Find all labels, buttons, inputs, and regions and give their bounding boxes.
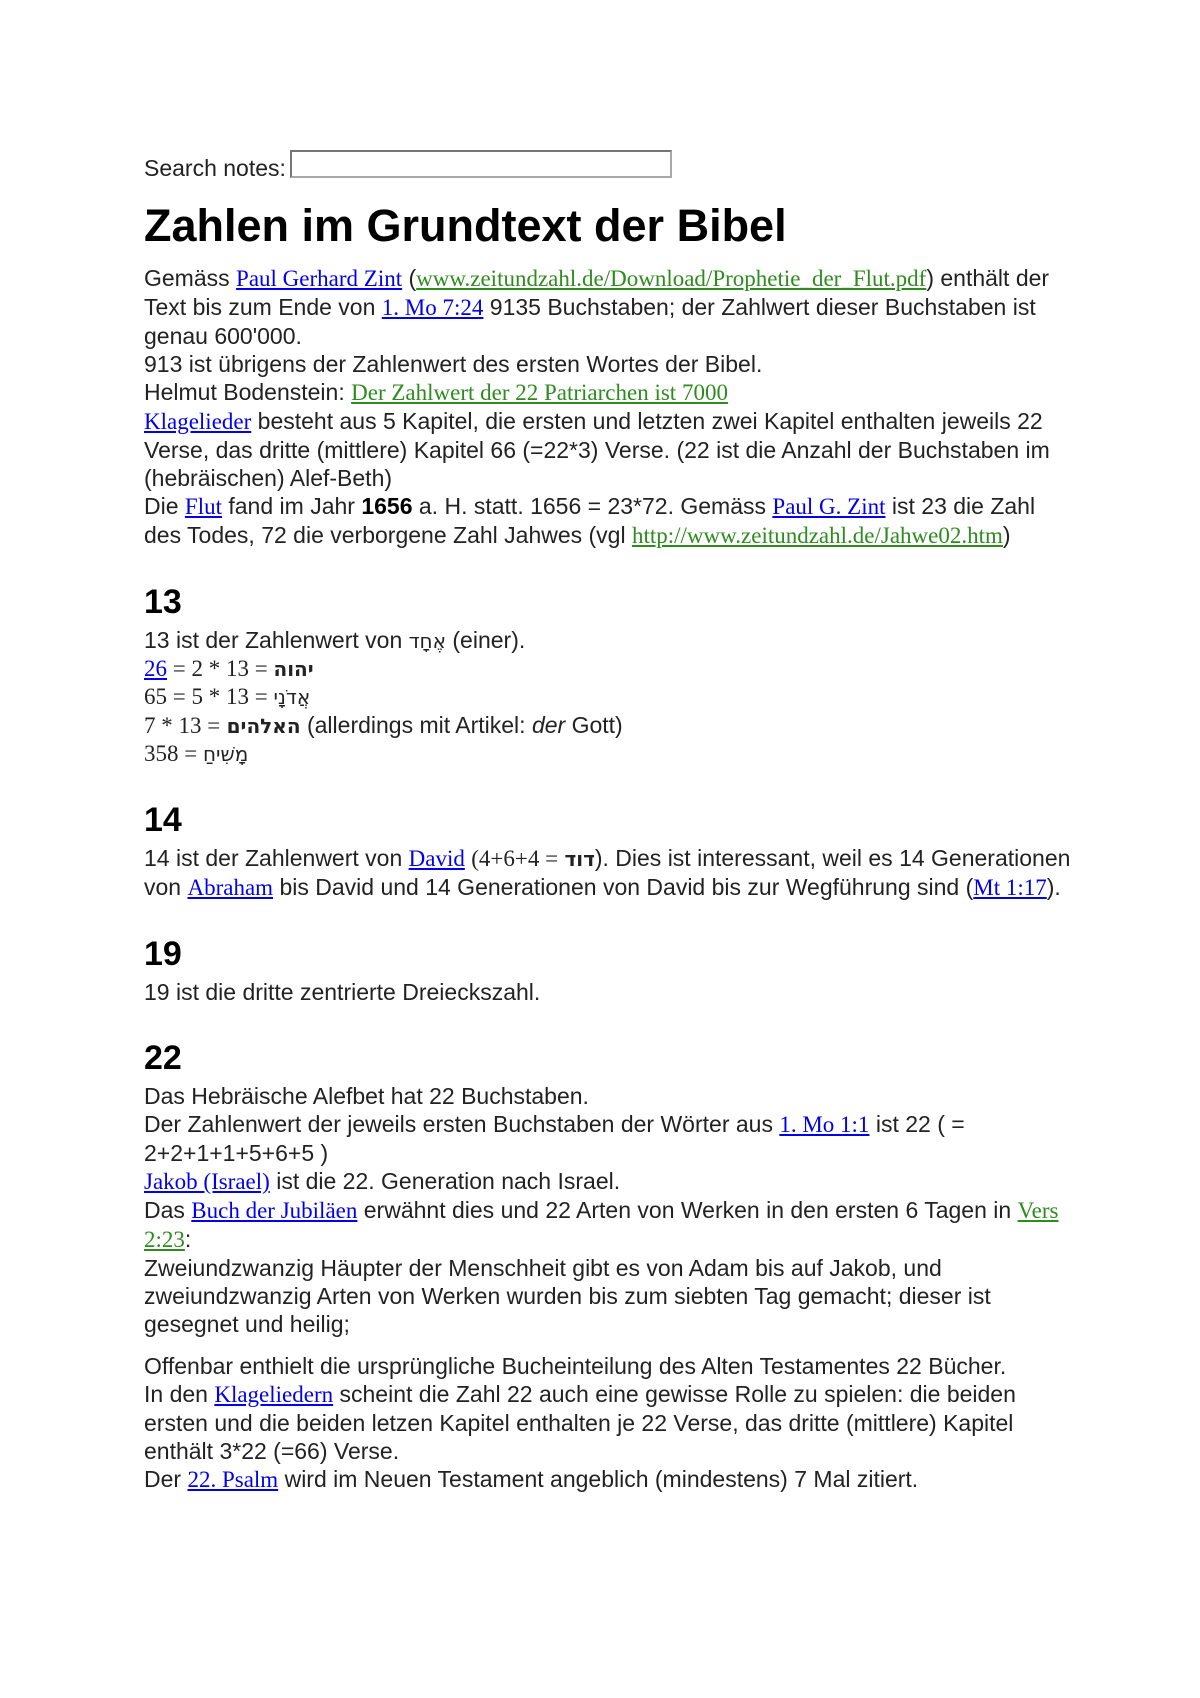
section-heading-13: 13: [144, 583, 182, 621]
text: a. H. statt. 1656 = 23*72. Gemäss: [418, 493, 767, 519]
s13-line-1: [144, 626, 1074, 655]
hebrew-word: יהוה: [273, 657, 314, 681]
link-patriarchen[interactable]: Der Zahlwert der 22 Patriarchen ist 7000: [351, 380, 728, 405]
section-heading-22: 22: [144, 1039, 182, 1077]
section-13: [144, 626, 1074, 768]
section-heading-14: 14: [144, 801, 182, 839]
text: fand im Jahr: [228, 493, 355, 519]
intro-section: [144, 264, 1074, 550]
search-bar: [144, 138, 1074, 182]
text: ist 23 die Zahl des Todes, 72 die verborgene Zahl Jahwes (vgl: [144, 493, 1036, 548]
helmut-line: [144, 378, 1074, 407]
link-paul-g-zint[interactable]: Paul G. Zint: [772, 494, 886, 519]
s22-line-3: [144, 1167, 1074, 1196]
text: bis David und 14 Generationen von David bis zur Wegführung sind (: [279, 874, 974, 900]
text: besteht aus 5 Kapitel, die ersten und letzten zwei Kapitel enthalten jeweils 22 Verse, das dritte (mittlere) Kapitel 66 (=22*3) Verse. (22 ist die Anzahl der Buchstaben im (hebräischen) Alef-Beth): [144, 408, 1050, 491]
text: 14 ist der Zahlenwert von: [144, 845, 403, 871]
text: In den: [144, 1381, 208, 1407]
s22-line-4: [144, 1196, 1074, 1254]
text: Der Zahlenwert der jeweils ersten Buchstaben der Wörter aus: [144, 1111, 773, 1137]
search-input[interactable]: [290, 150, 672, 178]
link-26[interactable]: 26: [144, 656, 167, 681]
link-jakob-israel[interactable]: Jakob (Israel): [144, 1169, 270, 1194]
s14-paragraph: [144, 844, 1074, 902]
s22-paragraph-2: Offenbar enthielt die ursprüngliche Bucheinteilung des Alten Testamentes 22 Bücher.: [144, 1353, 1007, 1379]
link-flut[interactable]: Flut: [184, 494, 222, 519]
s19-text: 19 ist die dritte zentrierte Dreieckszahl.: [144, 979, 541, 1005]
hebrew-word: מָשִׁיחַ: [202, 742, 249, 766]
link-1-mo-7-24[interactable]: 1. Mo 7:24: [381, 295, 484, 320]
s13-line-4: [144, 711, 1074, 740]
link-abraham[interactable]: Abraham: [187, 875, 274, 900]
text: Das: [144, 1197, 185, 1223]
text: :: [184, 1226, 192, 1252]
text: wird im Neuen Testament angeblich (mindestens) 7 Mal zitiert.: [284, 1466, 919, 1492]
line-913: 913 ist übrigens der Zahlenwert des ersten Wortes der Bibel.: [144, 351, 763, 377]
hebrew-word: דוד: [564, 847, 595, 871]
text: ) enthält der Text bis zum Ende von: [144, 265, 1050, 320]
link-22-psalm[interactable]: 22. Psalm: [187, 1467, 279, 1492]
text: Gemäss: [144, 265, 230, 291]
link-prophetie-pdf[interactable]: www.zeitundzahl.de/Download/Prophetie_der_Flut.pdf: [416, 266, 927, 291]
text: Helmut Bodenstein:: [144, 379, 345, 405]
text: Der: [144, 1466, 182, 1492]
text: erwähnt dies und 22 Arten von Werken in den ersten 6 Tagen in: [363, 1197, 1012, 1223]
link-david[interactable]: David: [408, 846, 465, 871]
s22-line-2: [144, 1110, 1074, 1167]
text: 7 * 13 =: [144, 713, 221, 738]
text: Gott): [571, 712, 623, 738]
text: 65 = 5 * 13 =: [144, 684, 268, 709]
hebrew-word: האלהים: [226, 714, 301, 738]
text: ).: [1046, 874, 1061, 900]
year-value: 1656: [361, 493, 413, 519]
s22-paragraph-3: [144, 1380, 1074, 1465]
text: (einer).: [452, 627, 526, 653]
text: ist die 22. Generation nach Israel.: [276, 1168, 621, 1194]
klagelieder-paragraph: [144, 407, 1074, 492]
text: (: [402, 265, 417, 291]
text: 9135 Buchstaben; der Zahlwert dieser Buchstaben ist genau 600'000.: [144, 294, 1036, 349]
link-mt-1-17[interactable]: Mt 1:17: [973, 875, 1047, 900]
link-jahwe[interactable]: http://www.zeitundzahl.de/Jahwe02.htm: [631, 523, 1003, 548]
page-content: [144, 138, 1074, 1494]
text: 13 ist der Zahlenwert von: [144, 627, 403, 653]
text: 358 =: [144, 741, 198, 766]
link-paul-gerhard-zint[interactable]: Paul Gerhard Zint: [236, 266, 403, 291]
text: (allerdings mit Artikel:: [306, 712, 526, 738]
s13-line-2: [144, 655, 1074, 683]
link-buch-der-jubilaeen[interactable]: Buch der Jubiläen: [191, 1198, 358, 1223]
text-italic: der: [531, 712, 566, 738]
page-title: Zahlen im Grundtext der Bibel: [144, 200, 787, 251]
s13-line-3: [144, 683, 1074, 711]
s13-line-5: [144, 740, 1074, 768]
text: Die: [144, 493, 179, 519]
text: = 2 * 13 =: [172, 656, 268, 681]
link-klagelieder[interactable]: Klagelieder: [144, 409, 252, 434]
text: ). Dies ist interessant, weil es 14 Generationen von: [144, 845, 1071, 900]
link-klageliedern[interactable]: Klageliedern: [214, 1382, 334, 1407]
intro-paragraph: [144, 264, 1074, 350]
link-vers-2-23[interactable]: Vers 2:23: [144, 1198, 1059, 1252]
text: scheint die Zahl 22 auch eine gewisse Rolle zu spielen: die beiden ersten und die beiden letzen Kapitel enthalten je 22 Verse, das dritte (mittlere) Kapitel enthält 3*22 (=66) Verse.: [144, 1381, 1016, 1464]
link-1-mo-1-1[interactable]: 1. Mo 1:1: [779, 1112, 870, 1137]
search-label: Search notes:: [144, 155, 286, 181]
s22-paragraph-4: [144, 1465, 1074, 1494]
hebrew-word: אֲדֹנָי: [273, 685, 311, 709]
s22-line-1: Das Hebräische Alefbet hat 22 Buchstaben.: [144, 1083, 589, 1109]
flut-paragraph: [144, 492, 1074, 550]
s22-quote: Zweiundzwanzig Häupter der Menschheit gibt es von Adam bis auf Jakob, und zweiundzwanzig Arten von Werken wurden bis zum siebten Tag gemacht; dieser ist gesegnet und heilig;: [144, 1255, 991, 1337]
text: (4+6+4 =: [471, 846, 559, 871]
text: ist 22 ( = 2+2+1+1+5+6+5 ): [144, 1111, 965, 1166]
text: ): [1002, 522, 1011, 548]
section-heading-19: 19: [144, 935, 182, 973]
section-22: [144, 1082, 1074, 1494]
section-14: [144, 844, 1074, 902]
hebrew-word: אֶחָד: [408, 629, 446, 653]
